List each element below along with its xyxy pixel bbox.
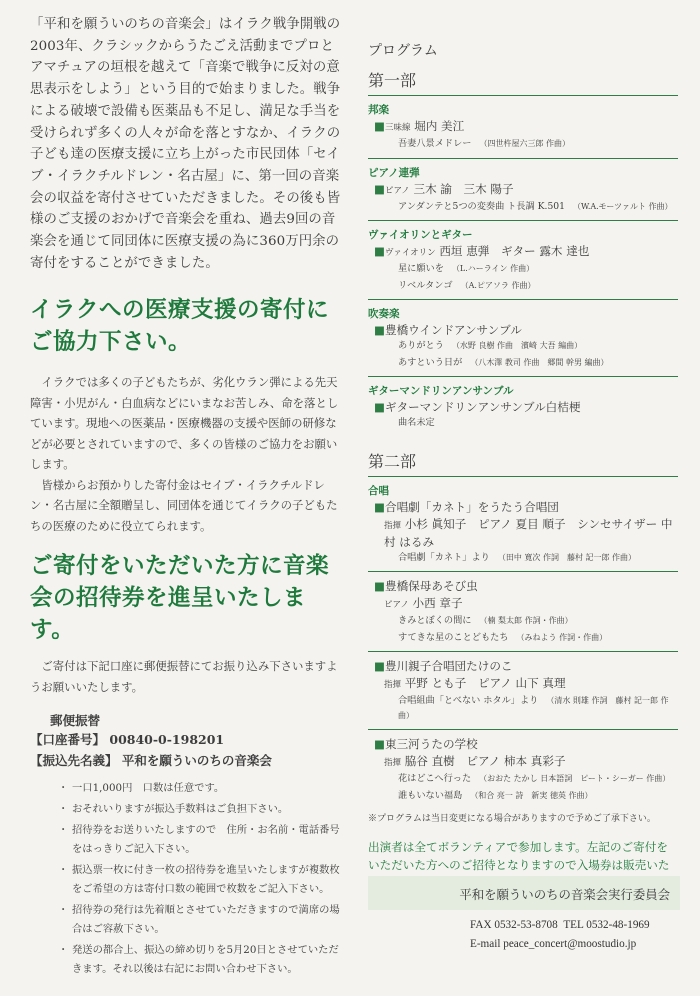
entry-divider [368, 376, 678, 377]
performer-name: 豊川親子合唱団たけのこ [384, 659, 513, 673]
performer-line [384, 516, 678, 550]
iraq-situation-text: イラクでは多くの子どもたちが、劣化ウラン弾による先天障害・小児がん・白血病などにいまなお苦しみ、命を落としています。現地への医薬品・医療機器の支援や医師の研修などが必要とされていますので、多くの皆様のご協力をお願いします。 [30, 375, 339, 472]
account-number-label: 【口座番号】 [30, 732, 106, 748]
work-line [398, 279, 678, 294]
work-credit: （W.A.モーツァルト 作曲） [573, 201, 673, 211]
square-bullet-icon: ■ [374, 244, 385, 258]
intro-text: 「平和を願ういのちの音楽会」はイラク戦争開戦の2003年、クラシックからうたごえ活動までプロとアマチュアの垣根を越えて「音楽で戦争に反対の意思表示をしよう」という目的で始まりました。戦争による破壊で設備も医薬品も不足し、満足な手当を受けられず多くの人々が命を落とすなか、イラクの子ども達の医療支援に立ち上がった市民団体「セイブ・イラクチルドレン・名古屋」に、第一回の音楽会の収益を寄付させていただきました。その後も皆様のご支援のおかげで音楽会を重ね、過去9回の音楽会を通じて同団体に医療支援の為に360万円余の寄付をすることができました。 [30, 17, 341, 271]
work-title: あすという日が [398, 356, 463, 368]
work-title: 星に願いを [398, 263, 444, 274]
genre-label: 合唱 [368, 484, 389, 497]
performer-line [374, 736, 678, 752]
work-line [398, 200, 678, 215]
work-title: リベルタンゴ [398, 279, 453, 291]
program-entry [368, 736, 678, 803]
note-item: ・ 振込票一枚に付き一枚の招待券を進呈いたしますが複数枚をご希望の方は寄付口数の範囲で枚数をご記入下さい。 [60, 861, 345, 899]
square-bullet-icon: ■ [374, 659, 385, 673]
account-box [30, 711, 345, 771]
performer-line [374, 322, 678, 338]
note-item: ・ 招待券をお送りいたしますので 住所・お名前・電話番号をはっきりご記入下さい。 [60, 821, 345, 859]
account-number-line [30, 729, 345, 750]
performer-role: ヴァイオリン [384, 248, 436, 258]
tel-number: TEL 0532-48-1969 [563, 919, 650, 931]
entry-divider [368, 571, 678, 572]
work-line [398, 694, 678, 723]
work-title: アンダンテと5つの変奏曲 ト長調 K.501 [398, 200, 565, 212]
work-title: きみとぼくの間に [398, 615, 472, 626]
contact-info [470, 916, 650, 954]
work-title: 合唱劇「カネト」より [398, 551, 490, 563]
performer-line [384, 595, 678, 613]
donation-heading: イラクへの医療支援の寄付にご協力下さい。 [30, 297, 330, 356]
work-line [398, 772, 678, 787]
square-bullet-icon: ■ [374, 323, 385, 337]
program-entry [368, 383, 678, 431]
genre-label: 邦楽 [368, 104, 389, 116]
work-line [398, 631, 678, 646]
performer-name: 西垣 恵弾 ギター 露木 達也 [439, 244, 590, 258]
work-credit: （和合 亮一 詩 新実 徳英 作曲） [470, 790, 593, 800]
genre-label: ヴァイオリンとギター [368, 229, 473, 241]
program-entry [368, 306, 678, 370]
work-line [398, 356, 678, 371]
program-entry [368, 102, 678, 152]
work-credit: （八木澤 教司 作曲 郷間 幹男 編曲） [470, 357, 609, 367]
work-title: 吾妻八景メドレー [398, 138, 472, 149]
genre-label: 吹奏楽 [368, 308, 400, 320]
work-title: すてきな星のことどもたち [398, 631, 509, 643]
program-column [368, 14, 678, 892]
account-title: 郵便振替 [50, 713, 101, 729]
organizer-name: 平和を願ういのちの音楽会実行委員会 [459, 887, 670, 902]
program-entry [368, 578, 678, 645]
genre-label: ギターマンドリンアンサンブル [368, 385, 514, 397]
program-footnote: ※プログラムは当日変更になる場合がありますので予めご了承下さい。 [368, 814, 656, 824]
work-credit: （おおた たかし 日本語詞 ピート・シーガー 作曲） [479, 774, 671, 783]
part1-title: 第一部 [368, 71, 417, 90]
work-line [398, 614, 678, 629]
square-bullet-icon: ■ [374, 499, 385, 514]
performer-name: 三木 諭 三木 陽子 [413, 181, 514, 196]
square-bullet-icon: ■ [374, 400, 385, 414]
performer-name: ギターマンドリンアンサンブル白桔梗 [384, 400, 581, 414]
performer-line [374, 658, 678, 674]
work-credit: （清水 則雄 作詞 藤村 記一郎 作曲） [398, 696, 669, 720]
work-credit: （水野 良樹 作曲 濱崎 大吾 編曲） [451, 341, 583, 350]
work-title: 曲名未定 [398, 417, 435, 428]
note-item: ・ 一口1,000円 口数は任意です。 [60, 779, 345, 798]
note-item: ・ おそれいりますが振込手数料はご負担下さい。 [60, 800, 345, 819]
entry-divider [368, 729, 678, 730]
email-address[interactable]: E-mail peace_concert@moostudio.jp [470, 938, 637, 950]
account-name-label: 【振込先名義】 [30, 753, 118, 769]
work-credit: （四世杵屋六三郎 作曲） [479, 139, 571, 148]
performer-name: 東三河うたの学校 [384, 737, 478, 751]
performer-role: ピアノ [384, 600, 409, 610]
work-line [398, 416, 678, 431]
entry-divider [368, 158, 678, 159]
fax-number: FAX 0532-53-8708 [470, 919, 558, 931]
account-number: 00840-0-198201 [109, 732, 225, 748]
work-title: 誰もいない福島 [398, 789, 463, 801]
organizer-banner [368, 876, 680, 910]
account-name-line [30, 750, 345, 771]
program-entry [368, 499, 678, 566]
note-item: ・ 発送の都合上、振込の締め切りを5月20日とさせていただきます。それ以後は右記にお問い合わせ下さい。 [60, 941, 345, 979]
performer-role: ピアノ [384, 185, 410, 196]
work-title: 花はどこへ行った [398, 773, 472, 784]
program-entry [368, 227, 678, 293]
part2-title: 第二部 [368, 451, 417, 471]
performer-line [374, 578, 678, 594]
work-title: ありがとう [398, 340, 444, 351]
performer-role: 指揮 [384, 520, 402, 531]
part1-list [368, 102, 678, 431]
entry-divider [368, 299, 678, 300]
performer-name: 豊橋保母あそび虫 [384, 579, 478, 593]
square-bullet-icon: ■ [374, 119, 385, 133]
donation-use-text: 皆様からお預かりした寄付金はセイブ・イラクチルドレン・名古屋に全額贈呈し、同団体を通じてイラクの子どもたちの医療のために役立てられます。 [30, 477, 338, 533]
performer-name: 合唱劇「カネト」をうたう合唱団 [384, 499, 559, 514]
performer-name: 堀内 美江 [414, 119, 465, 133]
transfer-instruction: ご寄付は下記口座に郵便振替にてお振り込み下さいますようお願いいたします。 [30, 659, 338, 694]
work-credit: （L.ハーライン 作曲） [451, 264, 535, 273]
work-line [398, 551, 678, 566]
invitation-heading: ご寄付をいただいた方に音楽会の招待券を進呈いたします。 [30, 553, 330, 644]
work-line [398, 137, 678, 152]
performer-role: 指揮 [384, 680, 402, 690]
performer-name: 豊橋ウインドアンサンブル [384, 323, 522, 337]
work-line [398, 262, 678, 277]
performer-role: 指揮 [384, 758, 402, 768]
performer-name: 小西 章子 [412, 596, 463, 610]
performer-line [384, 753, 678, 771]
work-credit: （楠 梨太郎 作詞・作曲） [479, 616, 573, 625]
work-line [398, 789, 678, 804]
square-bullet-icon: ■ [374, 737, 385, 751]
work-credit: （田中 寛次 作詞 藤村 記一郎 作曲） [497, 552, 637, 562]
part1-divider [368, 95, 678, 96]
entry-divider [368, 220, 678, 221]
performer-line [384, 675, 678, 693]
performer-line [374, 243, 678, 261]
contact-phone-line [470, 916, 650, 935]
performer-line [374, 181, 678, 199]
volunteer-notice: 出演者は全てボランティアで参加します。左記のご寄付をいただいた方へのご招待となりますので入場券は販売いた [368, 840, 670, 872]
performer-name: 小杉 眞知子 ピアノ 夏目 順子 シンセサイザー 中村 はるみ [384, 516, 673, 549]
performer-name: 脇谷 直樹 ピアノ 柿本 真彩子 [404, 754, 566, 768]
performer-role: 三味線 [384, 123, 411, 133]
donation-body [30, 372, 345, 536]
performer-line [374, 399, 678, 415]
note-item: ・ 招待券の発行は先着順とさせていただきますので満席の場合はご容赦下さい。 [60, 901, 345, 939]
program-entry [368, 658, 678, 723]
genre-label: ピアノ連弾 [368, 166, 420, 179]
work-credit: （みねよう 作詞・作曲） [516, 632, 608, 642]
account-name: 平和を願ういのちの音楽会 [121, 753, 272, 769]
square-bullet-icon: ■ [374, 579, 385, 593]
performer-line [374, 499, 678, 515]
work-line [398, 339, 678, 354]
program-entry [368, 165, 678, 215]
entry-divider [368, 651, 678, 652]
work-title: 合唱組曲「とべない ホタル」より [398, 695, 539, 706]
part2-list [368, 499, 678, 804]
left-column [30, 14, 345, 981]
performer-line [374, 118, 678, 136]
program-title: プログラム [368, 43, 438, 59]
work-credit: （A.ピアソラ 作曲） [460, 280, 536, 290]
square-bullet-icon: ■ [374, 181, 385, 196]
performer-name: 平野 とも子 ピアノ 山下 真理 [404, 676, 566, 690]
notes-list [30, 779, 345, 979]
part2-divider [368, 476, 678, 477]
